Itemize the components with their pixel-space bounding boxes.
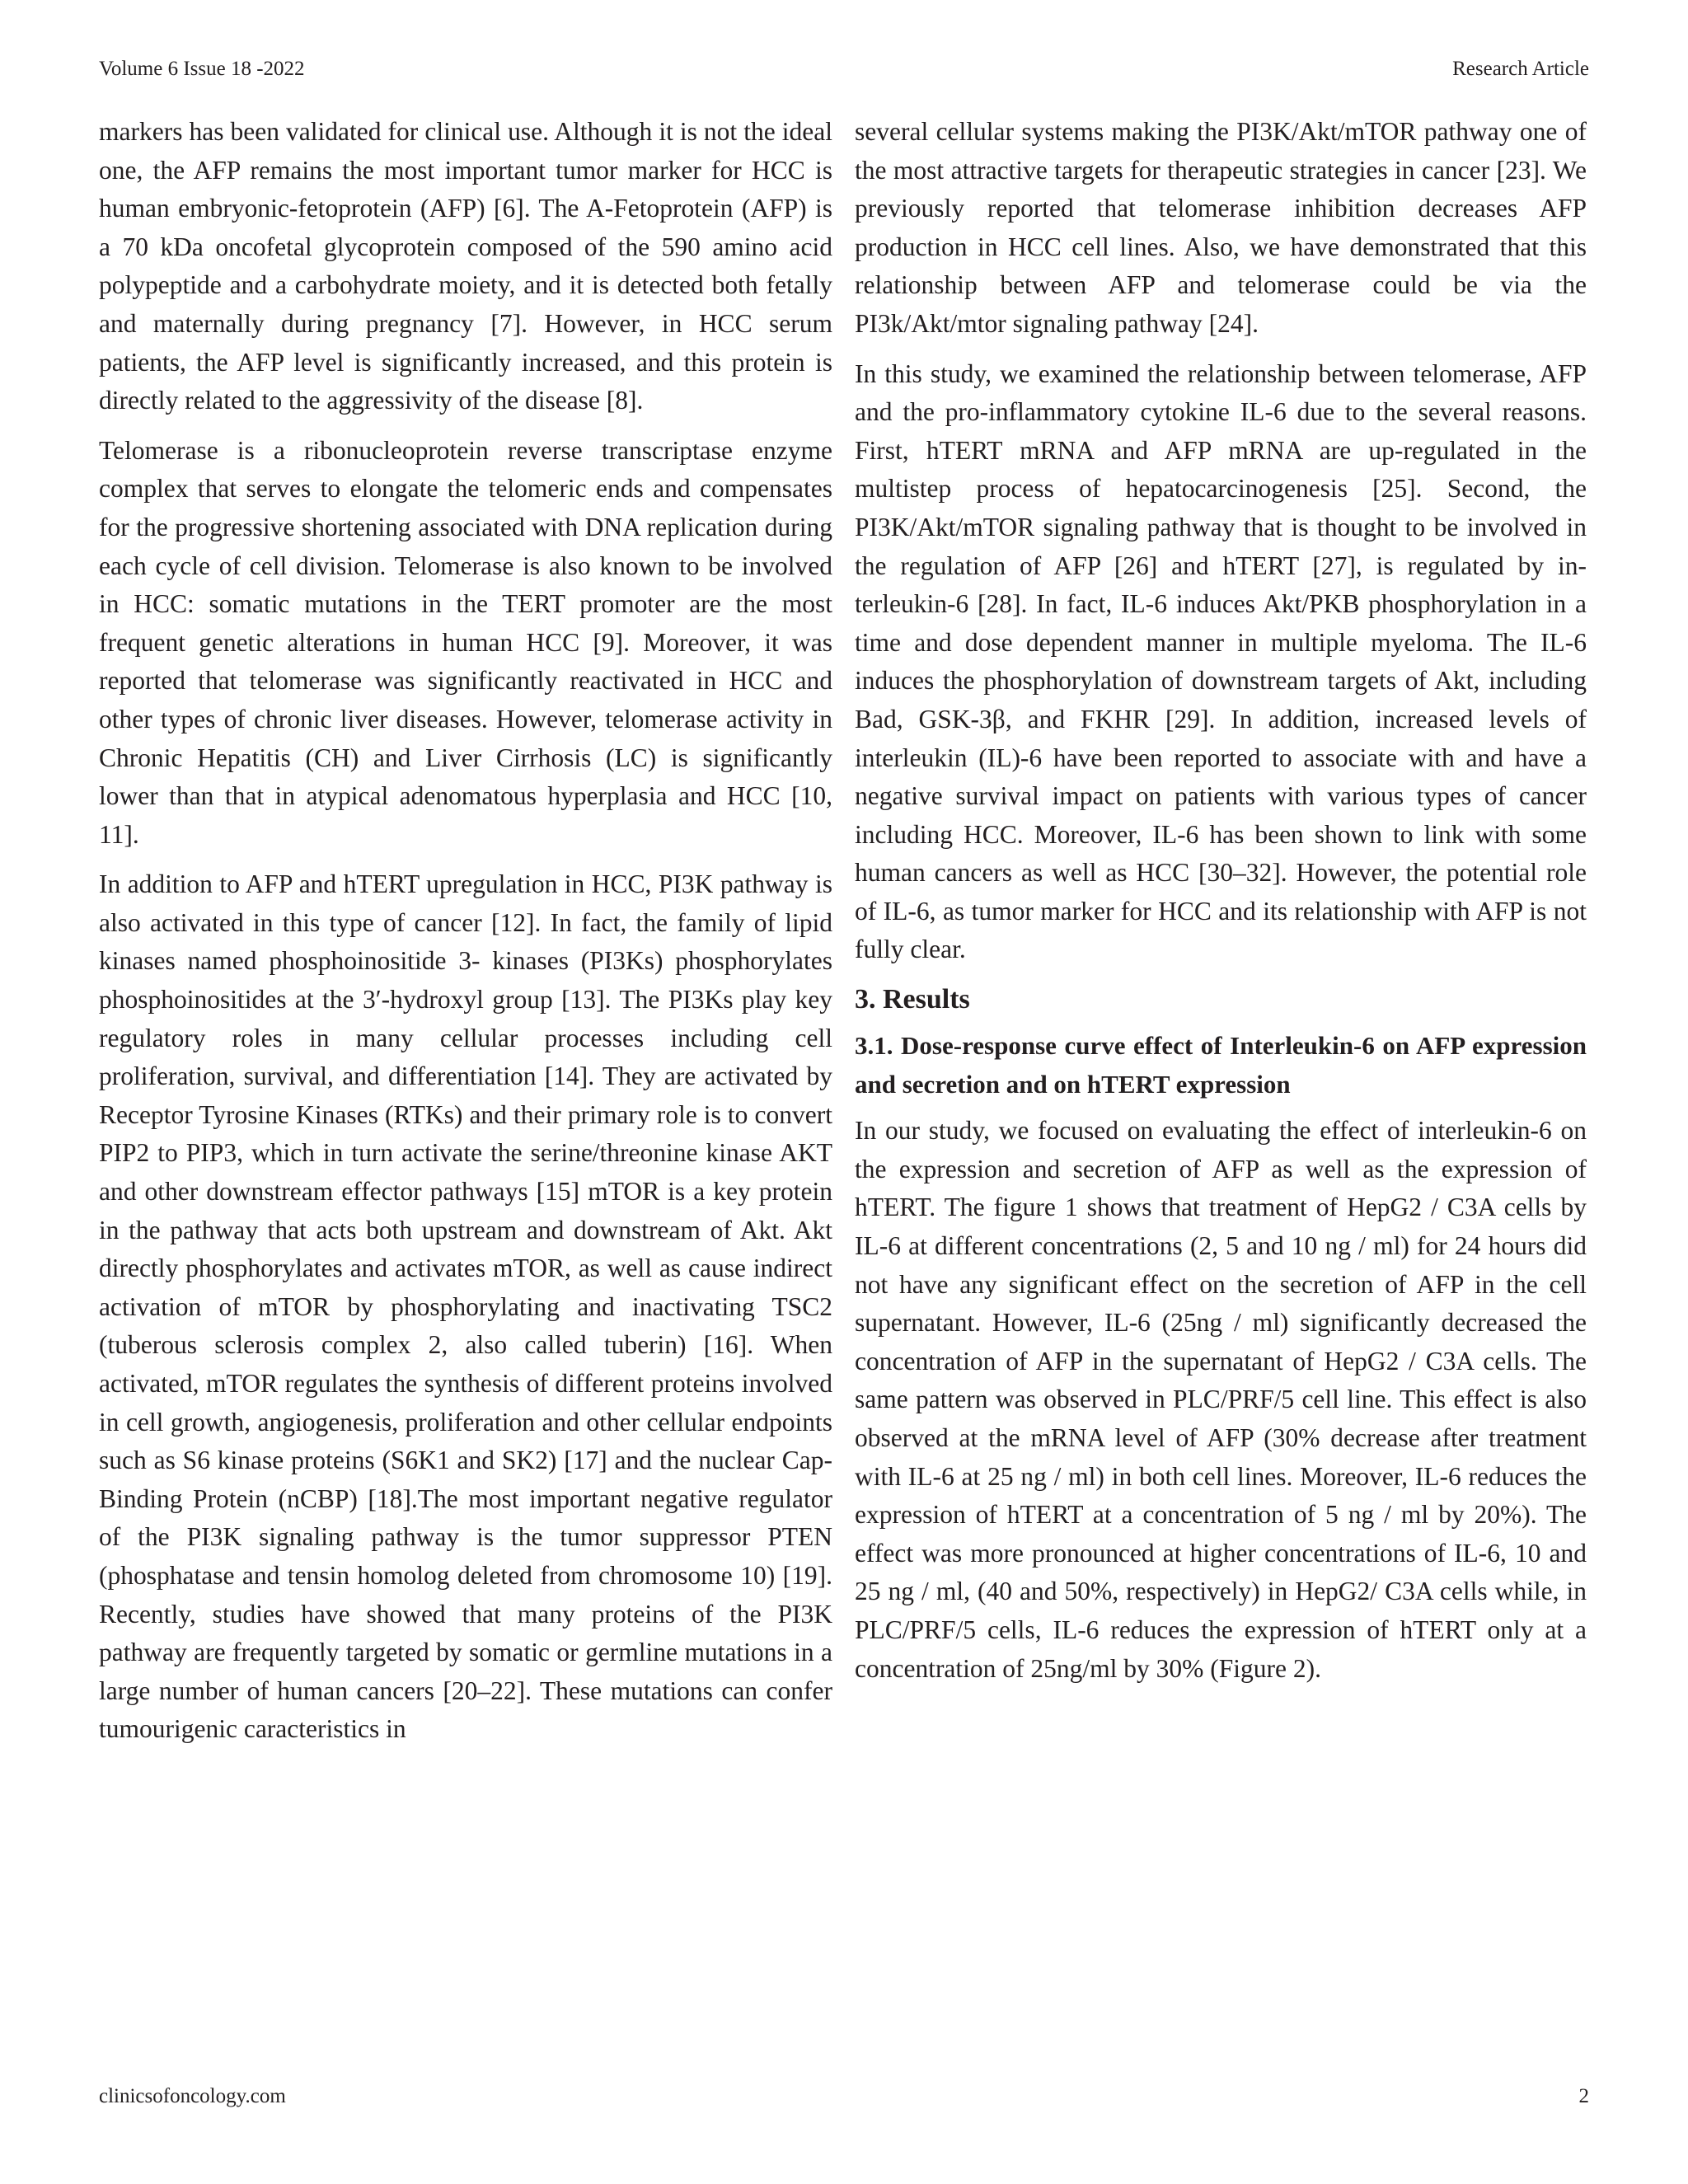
right-column [855, 113, 1587, 1699]
subsection-heading-dose-response: 3.1. Dose-response curve effect of Interleukin-6 on AFP expression and secretion and on hTERT expression [855, 1031, 1587, 1099]
running-header-article-type: Research Article [1452, 58, 1589, 80]
page-number: 2 [1578, 2085, 1589, 2107]
section-heading-results: 3. Results [855, 984, 970, 1015]
paragraph-pi3k-targets: several cellular systems making the PI3K/Akt/mTOR pathway one of the most attractive targets for therapeutic strategies in cancer [23]. We previously reported that telomerase inhibition decreases AFP production in HCC cell lines. Also, we have demonstrated that this relationship between AFP and telomerase could be via the PI3k/Akt/mtor signaling pathway [24]. [855, 117, 1587, 338]
paragraph-pi3k-pathway: In addition to AFP and hTERT upregulation in HCC, PI3K pathway is also activated in this type of cancer [12]. In fact, the family of lipid kinases named phosphoinositide 3- kinases (PI3Ks) phosphorylates phosphoinositides at the 3′-hydroxyl group [13]. The PI3Ks play key regulatory roles in many cellular processes including cell proliferation, survival, and differentiation [14]. They are activated by Receptor Tyrosine Kinases (RTKs) and their primary role is to convert PIP2 to PIP3, which in turn activate the serine/threonine kinase AKT and other downstream effector pathways [15] mTOR is a key protein in the pathway that acts both upstream and downstream of Akt. Akt directly phosphorylates and activates mTOR, as well as cause indirect activation of mTOR by phosphorylating and inactivating TSC2 (tuberous sclerosis complex 2, also called tuberin) [16]. When activated, mTOR regulates the synthesis of different proteins involved in cell growth, angiogenesis, proliferation and other cellular endpoints such as S6 kinase proteins (S6K1 and SK2) [17] and the nuclear Cap-Binding Protein (nCBP) [18].The most important negative regulator of the PI3K signaling pathway is the tumor suppressor PTEN (phosphatase and tensin homolog deleted from chromosome 10) [19]. Recently, studies have showed that many proteins of the PI3K pathway are frequently targeted by somatic or germline mutations in a large number of human cancers [20–22]. These mutations can confer tumourigenic caracteristics in [99, 869, 832, 1744]
running-header-volume: Volume 6 Issue 18 -2022 [99, 58, 305, 80]
left-column [99, 113, 832, 1760]
paragraph-telomerase: Telomerase is a ribonucleoprotein reverse transcriptase enzyme complex that serves to elongate the telomeric ends and compensates for the progressive shortening associated with DNA replication during each cycle of cell division. Telomerase is also known to be involved in HCC: somatic mutations in the TERT promoter are the most frequent genetic alterations in human HCC [9]. Moreover, it was reported that telomerase was significantly reactivated in HCC and other types of chronic liver diseases. However, telomerase activity in Chronic Hepatitis (CH) and Liver Cirrhosis (LC) is significantly lower than that in atypical adenomatous hyperplasia and HCC [10, 11]. [99, 435, 832, 849]
paragraph-results-il6: In our study, we focused on evaluating the effect of interleukin-6 on the expression and secretion of AFP as well as the expression of hTERT. The figure 1 shows that treatment of HepG2 / C3A cells by IL-6 at different concentrations (2, 5 and 10 ng / ml) for 24 hours did not have any significant effect on the secretion of AFP in the cell supernatant. However, IL-6 (25ng / ml) significantly decreased the concentration of AFP in the supernatant of HepG2 / C3A cells. The same pattern was observed in PLC/PRF/5 cell line. This effect is also observed at the mRNA level of AFP (30% decrease after treatment with IL-6 at 25 ng / ml) in both cell lines. Moreover, IL-6 reduces the expression of hTERT at a concentration of 5 ng / ml by 20%). The effect was more pronounced at higher concentrations of IL-6, 10 and 25 ng / ml, (40 and 50%, respectively) in HepG2/ C3A cells while, in PLC/PRF/5 cells, IL-6 reduces the expression of hTERT only at a concentration of 25ng/ml by 30% (Figure 2). [855, 1116, 1587, 1683]
paragraph-afp-marker: markers has been validated for clinical use. Although it is not the ideal one, the AFP remains the most important tumor marker for HCC is human embryonic-fetoprotein (AFP) [6]. The A-Fetoprotein (AFP) is a 70 kDa oncofetal glycoprotein composed of the 590 amino acid polypeptide and a carbohydrate moiety, and it is detected both fetally and maternally during pregnancy [7]. However, in HCC serum patients, the AFP level is significantly increased, and this protein is directly related to the aggressivity of the disease [8]. [99, 117, 832, 415]
footer-website: clinicsofoncology.com [99, 2085, 286, 2107]
paragraph-study-rationale: In this study, we examined the relationship between telomerase, AFP and the pro-inflammatory cytokine IL-6 due to the several reasons. First, hTERT mRNA and AFP mRNA are up-regulated in the multistep process of hepatocarcinogenesis [25]. Second, the PI3K/Akt/mTOR signaling pathway that is thought to be involved in the regulation of AFP [26] and hTERT [27], is regulated by interleukin-6 [28]. In fact, IL-6 induces Akt/PKB phosphorylation in a time and dose dependent manner in multiple myeloma. The IL-6 induces the phosphorylation of downstream targets of Akt, including Bad, GSK-3β, and FKHR [29]. In addition, increased levels of interleukin (IL)-6 have been reported to associate with and have a negative survival impact on patients with various types of cancer including HCC. Moreover, IL-6 has been shown to link with some human cancers as well as HCC [30–32]. However, the potential role of IL-6, as tumor marker for HCC and its relationship with AFP is not fully clear. [855, 359, 1587, 964]
